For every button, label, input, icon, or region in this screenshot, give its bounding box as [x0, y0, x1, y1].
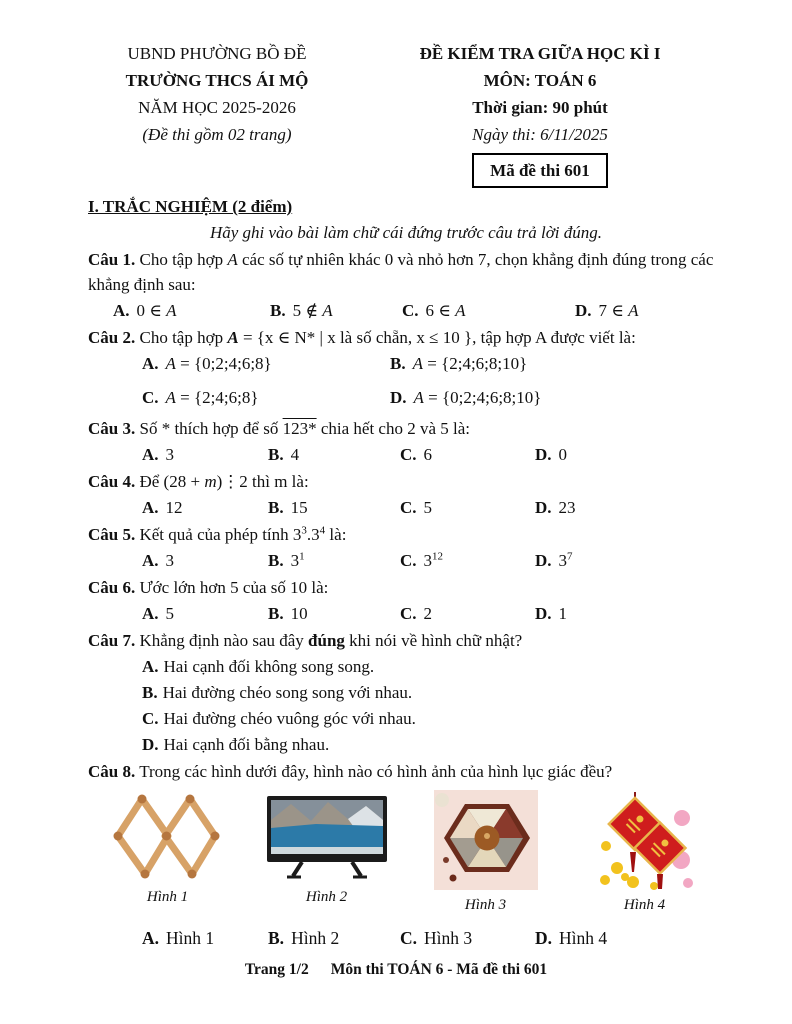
- option-7b: B. Hai đường chéo song song với nhau.: [142, 683, 413, 702]
- pages-note: (Đề thi gồm 02 trang): [142, 125, 292, 144]
- option-8a: A. Hình 1: [142, 928, 215, 948]
- section-instruction: Hãy ghi vào bài làm chữ cái đứng trước câu trả lời đúng.: [209, 223, 603, 242]
- figure-2-caption: Hình 2: [305, 889, 348, 905]
- option-5c: C. $3^{12}$: [400, 550, 444, 570]
- question-5-options: [88, 548, 724, 573]
- television-image: [266, 790, 388, 882]
- option-4d: D. 23: [535, 498, 576, 517]
- option-7c: C. Hai đường chéo vuông góc với nhau.: [142, 709, 416, 728]
- question-6-options: [88, 601, 724, 626]
- option-3b: B. 4: [268, 445, 300, 464]
- question-4-text: Câu 4. Để (28 + m)⋮2 thì m là:: [88, 472, 309, 491]
- section-title: I. TRẮC NGHIỆM (2 điểm): [88, 197, 293, 216]
- wooden-folding-rack-image: [112, 790, 224, 882]
- question-8-text: Câu 8. Trong các hình dưới đây, hình nào có hình ảnh của hình lục giác đều?: [88, 762, 613, 781]
- figure-3-caption: Hình 3: [464, 897, 507, 913]
- question-8-options: [88, 926, 724, 951]
- exam-subject: MÔN: TOÁN 6: [483, 71, 597, 90]
- exam-header: [0, 0, 792, 188]
- option-8c: C. Hình 3: [400, 928, 473, 948]
- option-4a: A. 12: [142, 498, 183, 517]
- option-2d: D. A = {0;2;4;6;8;10}: [390, 388, 542, 407]
- question-1-options: [88, 298, 724, 323]
- org-name: UBND PHƯỜNG BỒ ĐỀ: [127, 44, 307, 63]
- option-3d: D. 0: [535, 445, 568, 464]
- figure-4-caption: Hình 4: [623, 897, 666, 913]
- exam-body: [0, 194, 792, 951]
- option-3c: C. 6: [400, 445, 433, 464]
- question-1-text: Câu 1. Cho tập hợp A các số tự nhiên khác 0 và nhỏ hơn 7, chọn khẳng định đúng trong các khẳng định sau:: [88, 250, 714, 294]
- footer-exam-info: Môn thi TOÁN 6 - Mã đề thi 601: [330, 961, 548, 978]
- figure-1: [88, 790, 247, 918]
- school-name: TRƯỜNG THCS ÁI MỘ: [125, 71, 309, 90]
- page-footer: [0, 957, 792, 982]
- figure-4: [565, 790, 724, 918]
- option-2b: B. A = {2;4;6;8;10}: [390, 354, 528, 373]
- figure-3: [406, 790, 565, 918]
- option-8d: D. Hình 4: [535, 928, 608, 948]
- question-3-options: [88, 442, 724, 467]
- tet-ornaments-image: [597, 790, 693, 890]
- question-6-text: Câu 6. Ước lớn hơn 5 của số 10 là:: [88, 578, 329, 597]
- exam-date: Ngày thi: 6/11/2025: [472, 125, 608, 144]
- option-2a: A. A = {0;2;4;6;8}: [142, 354, 272, 373]
- option-6a: A. 5: [142, 604, 175, 623]
- hexagonal-candy-box-image: [434, 790, 538, 890]
- option-1c: C. 6 ∈ A: [402, 301, 466, 320]
- option-4c: C. 5: [400, 498, 433, 517]
- option-1b: B. 5 ∉ A: [270, 301, 333, 320]
- option-5b: B. $3^1$: [268, 550, 305, 570]
- question-2-options: [88, 351, 724, 410]
- option-8b: B. Hình 2: [268, 928, 340, 948]
- school-year: NĂM HỌC 2025-2026: [138, 98, 296, 117]
- question-8-figures: [88, 790, 724, 918]
- option-1d: D. 7 ∈ A: [575, 301, 639, 320]
- option-4b: B. 15: [268, 498, 308, 517]
- exam-code: Mã đề thi 601: [490, 161, 590, 180]
- question-4-options: [88, 495, 724, 520]
- exam-code-box: [472, 153, 608, 188]
- option-2c: C. A = {2;4;6;8}: [142, 388, 259, 407]
- option-3a: A. 3: [142, 445, 175, 464]
- question-7-text: Câu 7. Khẳng định nào sau đây đúng khi nói về hình chữ nhật?: [88, 631, 523, 650]
- exam-duration: Thời gian: 90 phút: [472, 98, 608, 117]
- option-6b: B. 10: [268, 604, 308, 623]
- option-5d: D. $3^7$: [535, 550, 573, 570]
- question-2-text: Câu 2. Cho tập hợp A = {x ∈ N* | x là số chẵn, x ≤ 10 }, tập hợp A được viết là:: [88, 328, 636, 347]
- question-3-text: Câu 3. Số * thích hợp để số 123* chia hết cho 2 và 5 là:: [88, 419, 471, 438]
- page-number: Trang 1/2: [244, 961, 309, 978]
- figure-1-caption: Hình 1: [146, 889, 189, 905]
- figure-2: [247, 790, 406, 918]
- option-7d: D. Hai cạnh đối bằng nhau.: [142, 735, 330, 754]
- option-6c: C. 2: [400, 604, 433, 623]
- exam-title-block: [380, 40, 700, 188]
- option-5a: A. 3: [142, 551, 175, 570]
- overlined-number: 123*: [282, 419, 317, 438]
- issuing-org-block: [92, 40, 342, 188]
- exam-title: ĐỀ KIỂM TRA GIỮA HỌC KÌ I: [419, 44, 661, 63]
- option-7a: A. Hai cạnh đối không song song.: [142, 657, 375, 676]
- question-5-text: Câu 5. Kết quả của phép tính $3^3.3^4$ là:: [88, 524, 347, 544]
- option-6d: D. 1: [535, 604, 568, 623]
- option-1a: A. 0 ∈ A: [113, 301, 177, 320]
